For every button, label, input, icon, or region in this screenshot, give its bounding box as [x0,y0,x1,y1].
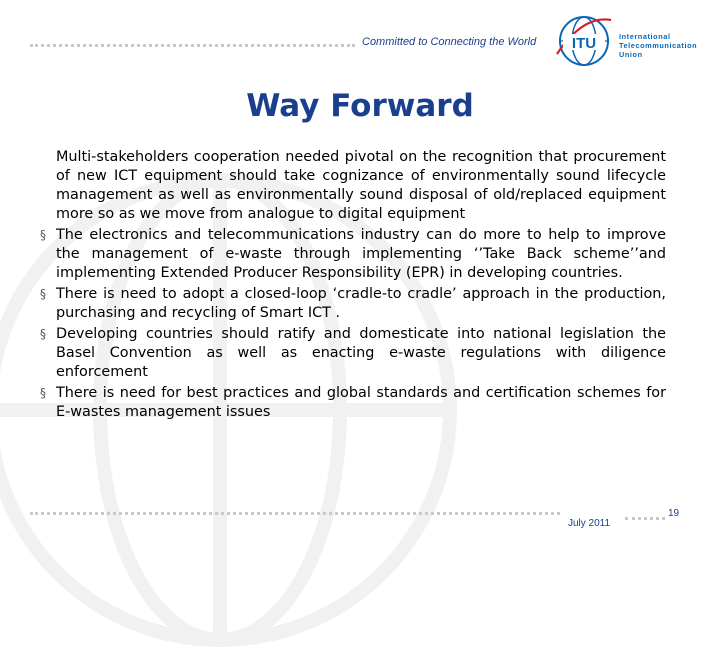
logo-line-2: Telecommunication [619,41,698,50]
logo-line-3: Union [619,50,643,59]
footer-date: July 2011 [568,518,611,529]
bullet-item-1 [40,148,666,224]
bullet-marker: § [40,386,46,400]
itu-logo [553,10,713,75]
bullet-item-4 [40,325,666,382]
logo-text [619,32,697,59]
footer-divider-left [30,512,560,515]
bullet-item-5 [40,384,666,422]
bullet-text: Multi-stakeholders cooperation needed pivotal on the recognition that procurement of new ICT equipment should take cognizance of environmentally sound lifecycle management as well as environmentally sound disposal of old/replaced equipment more so as we move from analogue to digital equipment [56,149,666,222]
bullet-item-3 [40,285,666,323]
bullet-text: There is need to adopt a closed-loop ‘cradle-to cradle’ approach in the production, purchasing and recycling of Smart ICT . [56,286,666,321]
bullet-text: The electronics and telecommunications industry can do more to help to improve the management of e-waste through implementing ‘’Take Back scheme’’and implementing Extended Producer Responsibility (EPR) in developing countries. [56,227,666,281]
bullet-marker: § [40,228,46,242]
itu-globe-icon [553,10,615,72]
logo-line-1: International [619,32,671,41]
logo-mark: ITU [571,35,597,52]
bullet-marker: § [40,327,46,341]
page-number: 19 [668,508,680,519]
bullet-text: There is need for best practices and global standards and certification schemes for E-wastes management issues [56,385,666,420]
header-tagline: Committed to Connecting the World [362,36,537,48]
bullet-list [40,148,666,424]
slide-title: Way Forward [246,88,474,124]
bullet-marker: § [40,287,46,301]
header-divider [30,44,355,47]
bullet-text: Developing countries should ratify and domesticate into national legislation the Basel Convention as well as enacting e-waste regulations with diligence enforcement [56,326,666,380]
footer-divider-right [625,517,665,520]
bullet-item-2 [40,226,666,283]
